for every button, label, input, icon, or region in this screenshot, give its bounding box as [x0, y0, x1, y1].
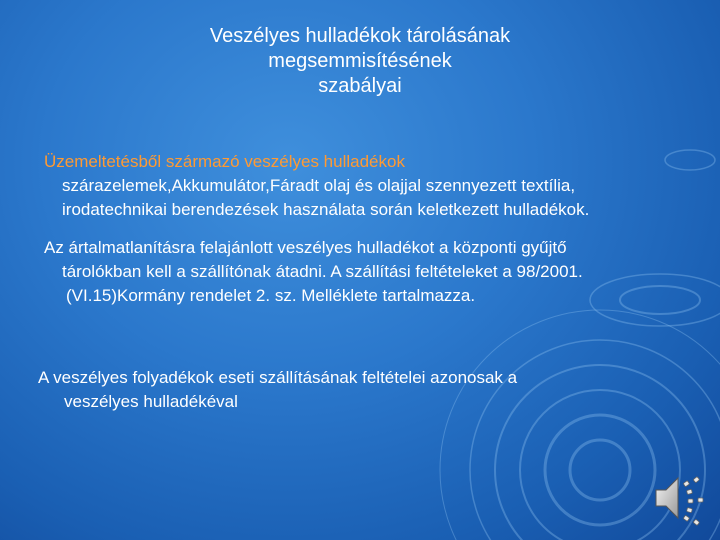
paragraph-line: (VI.15)Kormány rendelet 2. sz. Melléklete tartalmazza.	[66, 286, 476, 305]
paragraph-line: irodatechnikai berendezések használata során keletkezett hulladékok.	[62, 200, 590, 219]
paragraph-line: A veszélyes folyadékok eseti szállításának feltételei azonosak a	[38, 368, 518, 387]
title-line-3: szabályai	[318, 75, 402, 97]
title-line-1: Veszélyes hulladékok tárolásának	[209, 25, 511, 47]
paragraph-operational-waste	[44, 150, 589, 222]
paragraph-line: szárazelemek,Akkumulátor,Fáradt olaj és olajjal szennyezett textília,	[62, 176, 576, 195]
paragraph-line: tárolókban kell a szállítónak átadni. A szállítási feltételeket a 98/2001.	[62, 262, 583, 281]
paragraph-liquid-transport	[38, 366, 517, 414]
paragraph-line: Az ártalmatlanításra felajánlott veszélyes hulladékot a központi gyűjtő	[44, 238, 567, 257]
speaker-icon[interactable]	[650, 468, 706, 528]
slide-title	[100, 24, 620, 99]
paragraph-heading: Üzemeltetésből származó veszélyes hulladékok	[44, 152, 405, 171]
paragraph-collection-rules	[44, 236, 583, 308]
title-line-2: megsemmisítésének	[268, 50, 452, 72]
paragraph-line: veszélyes hulladékéval	[64, 392, 238, 411]
